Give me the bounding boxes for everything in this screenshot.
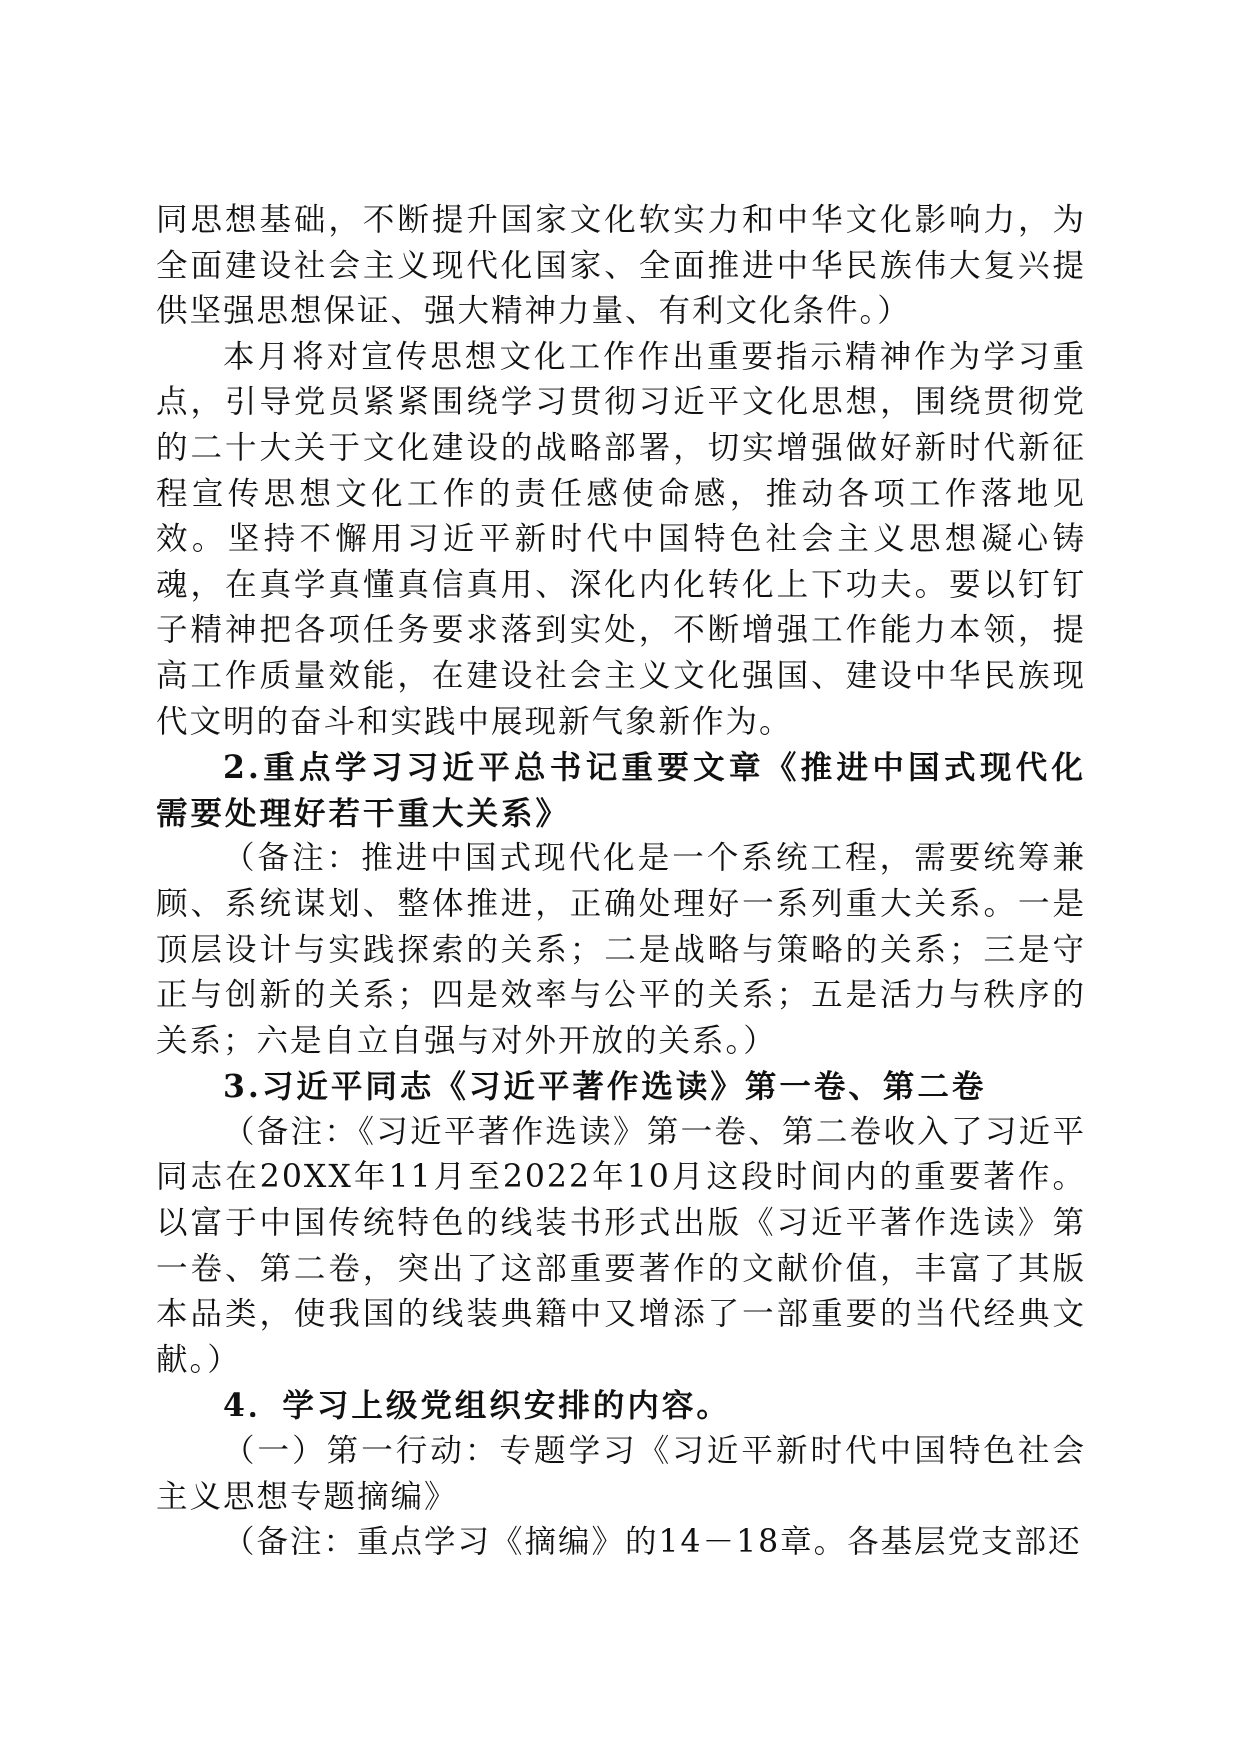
heading-item-3: 3.习近平同志《习近平著作选读》第一卷、第二卷 xyxy=(223,1068,987,1106)
subheading-action-1: （一）第一行动：专题学习《习近平新时代中国特色社会主义思想专题摘编》 xyxy=(156,1433,1086,1515)
note-action-1: （备注：重点学习《摘编》的14－18章。各基层党支部还 xyxy=(223,1524,1082,1561)
paragraph-continuation: 同思想基础，不断提升国家文化软实力和中华文化影响力，为全面建设社会主义现代化国家、全面推进中华民族伟大复兴提供坚强思想保证、强大精神力量、有利文化条件。） xyxy=(156,202,1086,330)
heading-item-2: 2.重点学习习近平总书记重要文章《推进中国式现代化需要处理好若干重大关系》 xyxy=(156,749,1086,832)
note-item-3: （备注：《习近平著作选读》第一卷、第二卷收入了习近平同志在20XX年11月至2022年10月这段时间内的重要著作。以富于中国传统特色的线装书形式出版《习近平著作选读》第一卷、第二卷，突出了这部重要著作的文献价值，丰富了其版本品类，使我国的线装典籍中又增添了一部重要的当代经典文献。） xyxy=(156,1113,1086,1378)
note-item-2: （备注：推进中国式现代化是一个系统工程，需要统筹兼顾、系统谋划、整体推进，正确处理好一系列重大关系。一是顶层设计与实践探索的关系；二是战略与策略的关系；三是守正与创新的关系；四是效率与公平的关系；五是活力与秩序的关系；六是自立自强与对外开放的关系。） xyxy=(156,840,1086,1059)
paragraph-monthly-focus: 本月将对宣传思想文化工作作出重要指示精神作为学习重点，引导党员紧紧围绕学习贯彻习近平文化思想，围绕贯彻党的二十大关于文化建设的战略部署，切实增强做好新时代新征程宣传思想文化工作的责任感使命感，推动各项工作落地见效。坚持不懈用习近平新时代中国特色社会主义思想凝心铸魂，在真学真懂真信真用、深化内化转化上下功夫。要以钉钉子精神把各项任务要求落到实处，不断增强工作能力本领，提高工作质量效能，在建设社会主义文化强国、建设中华民族现代文明的奋斗和实践中展现新气象新作为。 xyxy=(156,338,1086,740)
heading-item-4: 4．学习上级党组织安排的内容。 xyxy=(223,1387,731,1425)
document-body xyxy=(156,198,1086,1566)
